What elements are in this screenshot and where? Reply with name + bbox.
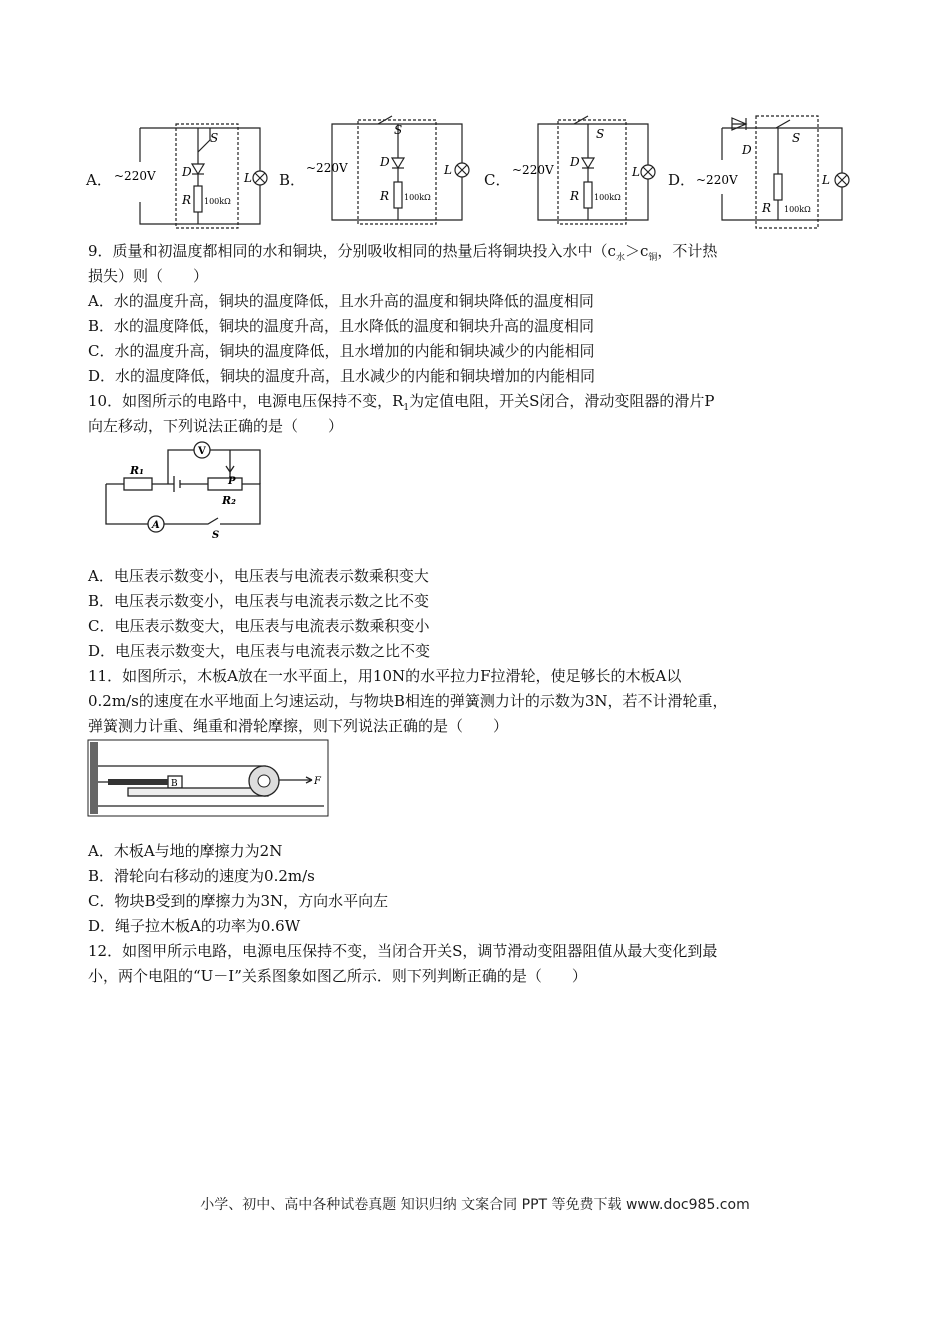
q8-c-r: R <box>570 189 580 203</box>
q10-fig-r1: R₁ <box>130 464 144 477</box>
q10-fig-v: V <box>198 446 206 457</box>
q8-circuit-c <box>508 118 668 226</box>
q10-fig-p: P <box>228 476 236 487</box>
q8-option-c-label: C． <box>484 171 511 189</box>
q8-circuit-d <box>692 114 862 230</box>
q8-c-l: L <box>632 165 640 179</box>
q8-c-s: S <box>596 127 605 141</box>
q8-b-l: L <box>444 163 452 177</box>
q9-option-b: B．水的温度降低，铜块的温度升高，且水降低的温度和铜块升高的温度相同 <box>88 317 595 335</box>
q10-option-a: A．电压表示数变小，电压表与电流表示数乘积变大 <box>88 567 429 585</box>
q8-d-rv: 100kΩ <box>784 205 811 214</box>
q8-a-l: L <box>244 171 252 185</box>
q10-fig-r2: R₂ <box>222 494 236 507</box>
q9-stem-part-b: ＞c <box>624 242 649 260</box>
q8-b-r: R <box>380 189 390 203</box>
q9-sub-water: 水 <box>615 253 625 263</box>
q10-option-d: D．电压表示数变大，电压表与电流表示数之比不变 <box>88 642 431 660</box>
q11-fig-b: B <box>171 779 178 789</box>
q8-b-rv: 100kΩ <box>404 193 431 202</box>
q9-stem-part-a: 9．质量和初温度都相同的水和铜块，分别吸收相同的热量后将铜块投入水中（c <box>88 242 616 260</box>
q9-option-a: A．水的温度升高，铜块的温度降低，且水升高的温度和铜块降低的温度相同 <box>88 292 594 310</box>
q11-stem-line1: 11．如图所示，木板A放在一水平面上，用10N的水平拉力F拉滑轮，使足够长的木板A以 <box>88 667 682 685</box>
q10-fig-a: A <box>152 520 160 531</box>
q11-pulley-figure <box>88 740 330 818</box>
q11-stem-line2: 0.2m/s的速度在水平地面上匀速运动，与物块B相连的弹簧测力计的示数为3N，若不计滑轮重， <box>88 692 728 710</box>
q10-stem-line1 <box>88 391 715 418</box>
q8-option-b-label: B． <box>279 171 306 189</box>
q9-stem-part-c: ，不计热 <box>657 242 718 260</box>
q11-option-a: A．木板A与地的摩擦力为2N <box>88 842 283 860</box>
q8-c-voltage: ~220V <box>512 163 554 177</box>
q8-b-d: D <box>380 155 390 169</box>
q8-d-l: L <box>822 173 830 187</box>
q11-option-b: B．滑轮向右移动的速度为0.2m/s <box>88 867 315 885</box>
q8-option-a-label: A． <box>86 171 112 189</box>
q8-option-d-label: D． <box>668 171 696 189</box>
q8-d-s: S <box>792 131 801 145</box>
q9-option-d: D．水的温度降低，铜块的温度升高，且水减少的内能和铜块增加的内能相同 <box>88 367 596 385</box>
q11-stem-line3: 弹簧测力计重、绳重和滑轮摩擦，则下列说法正确的是（ ） <box>88 717 509 735</box>
q12-stem-line2: 小，两个电阻的“U－I”关系图象如图乙所示．则下列判断正确的是（ ） <box>88 967 587 985</box>
q8-d-voltage: ~220V <box>696 173 738 187</box>
q10-option-b: B．电压表示数变小，电压表与电流表示数之比不变 <box>88 592 430 610</box>
q9-stem-line1 <box>88 241 717 268</box>
q10-option-c: C．电压表示数变大，电压表与电流表示数乘积变小 <box>88 617 430 635</box>
q8-b-voltage: ~220V <box>306 161 348 175</box>
q8-d-r: R <box>762 201 772 215</box>
q10-stem-line2: 向左移动，下列说法正确的是（ ） <box>88 417 344 435</box>
q10-stem-part-b: 为定值电阻，开关S闭合，滑动变阻器的滑片P <box>409 392 715 410</box>
q8-a-rv: 100kΩ <box>204 197 231 206</box>
q8-a-voltage: ~220V <box>114 169 156 183</box>
q8-a-r: R <box>182 193 192 207</box>
page-footer: 小学、初中、高中各种试卷真题 知识归纳 文案合同 PPT 等免费下载 www.doc985.com <box>200 1197 750 1213</box>
q8-circuit-a <box>110 122 270 230</box>
q8-c-d: D <box>570 155 580 169</box>
q10-sub-1: 1 <box>403 403 410 413</box>
q11-option-c: C．物块B受到的摩擦力为3N，方向水平向左 <box>88 892 389 910</box>
q8-d-d: D <box>742 143 752 157</box>
q9-option-c: C．水的温度升高，铜块的温度降低，且水增加的内能和铜块减少的内能相同 <box>88 342 595 360</box>
q8-c-rv: 100kΩ <box>594 193 621 202</box>
q10-fig-s: S <box>212 530 220 541</box>
q9-stem-line2: 损失）则（ ） <box>88 267 209 285</box>
q11-option-d: D．绳子拉木板A的功率为0.6W <box>88 917 301 935</box>
q10-stem-part-a: 10．如图所示的电路中，电源电压保持不变，R <box>88 392 404 410</box>
q12-stem-line1: 12．如图甲所示电路，电源电压保持不变，当闭合开关S，调节滑动变阻器阻值从最大变化到最 <box>88 942 718 960</box>
q8-a-s: S <box>210 131 219 145</box>
q8-b-s: S <box>394 123 403 137</box>
q8-a-d: D <box>182 165 192 179</box>
q9-sub-copper: 铜 <box>648 253 658 263</box>
q10-circuit-figure <box>100 440 270 540</box>
q8-circuit-b <box>302 118 472 226</box>
q11-fig-f: F <box>314 776 321 787</box>
